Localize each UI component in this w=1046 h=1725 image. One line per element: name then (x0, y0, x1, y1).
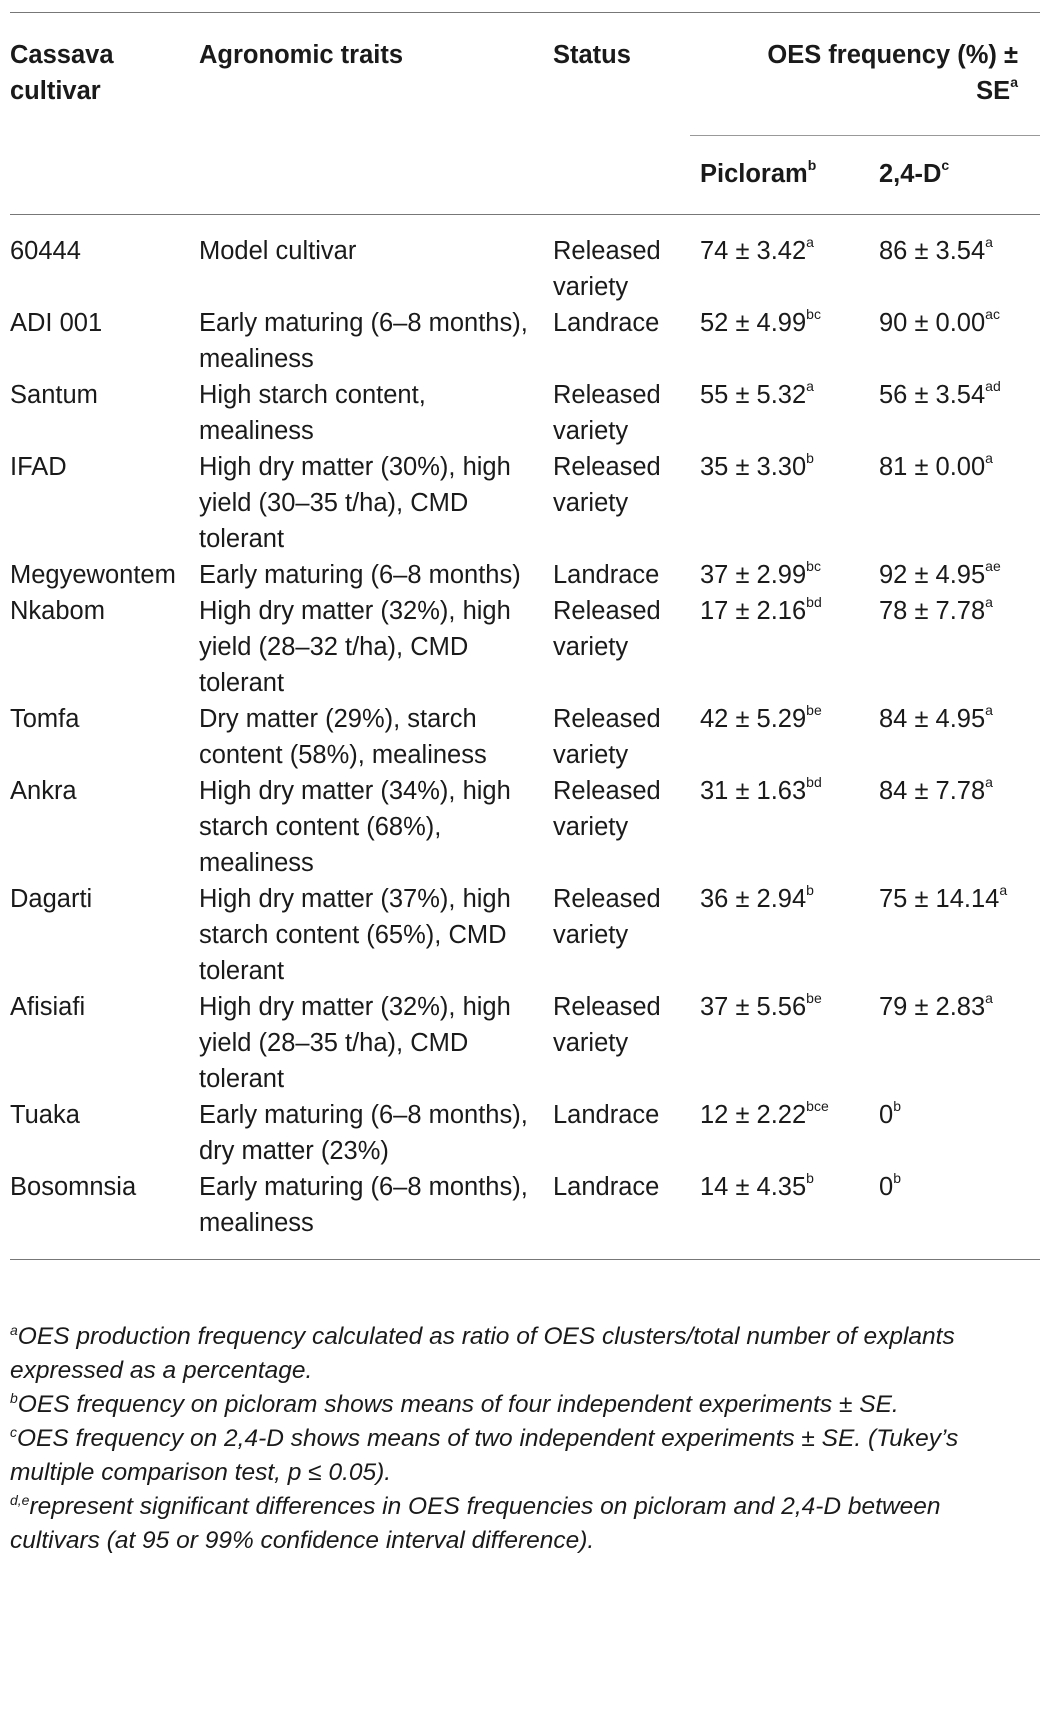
header-oes-frequency: OES frequency (%) ± $SE^a$ (690, 13, 1040, 136)
table-row (10, 989, 1040, 1097)
cell-twofourd: 79 ± 2.83$^a$ (879, 989, 993, 1021)
cell-picloram: 74 ± 3.42$^a$ (700, 233, 814, 265)
cell-twofourd: 84 ± 4.95$^a$ (879, 701, 993, 733)
cell-traits: High dry matter (32%), high yield (28–32 t/ha), CMD tolerant (199, 597, 511, 697)
cell-status: Released variety (553, 885, 661, 949)
cell-cultivar: Tomfa (10, 705, 80, 733)
cell-cultivar: Tuaka (10, 1101, 80, 1129)
cell-status: Landrace (543, 1169, 690, 1260)
cell-status: Released variety (553, 597, 661, 661)
cell-cultivar: Ankra (10, 777, 77, 805)
cell-cultivar: Bosomnsia (10, 1169, 197, 1260)
cell-status: Released variety (553, 237, 661, 301)
cell-picloram: 37 ± 2.99$^{bc}$ (700, 557, 821, 589)
table-row (10, 1169, 1040, 1260)
cell-picloram: 52 ± 4.99$^{bc}$ (700, 305, 821, 337)
cell-status: Released variety (553, 381, 661, 445)
cell-traits: High dry matter (32%), high yield (28–35 t/ha), CMD tolerant (199, 993, 511, 1093)
cell-twofourd: 81 ± 0.00$^a$ (879, 449, 993, 481)
cell-status: Released variety (553, 453, 661, 517)
cell-status: Landrace (553, 309, 660, 337)
cell-cultivar: Santum (10, 381, 98, 409)
table-subheader-row (10, 136, 1040, 215)
footnote-b: $^b$OES frequency on picloram shows means of four independent experiments ± SE. (10, 1389, 899, 1418)
table-row (10, 305, 1040, 377)
cell-twofourd: 90 ± 0.00$^{ac}$ (879, 305, 1000, 337)
cell-traits: Early maturing (6–8 months), dry matter (23%) (199, 1101, 528, 1165)
cell-status: Released variety (553, 993, 661, 1057)
table-row (10, 1097, 1040, 1169)
cell-twofourd: 0$^b$ (879, 1097, 901, 1129)
table-header-row (10, 13, 1040, 136)
cell-cultivar: 60444 (10, 237, 81, 265)
cell-traits: Model cultivar (199, 237, 357, 265)
cell-traits: High dry matter (30%), high yield (30–35 t/ha), CMD tolerant (199, 453, 511, 553)
footnote-a: $^a$OES production frequency calculated as ratio of OES clusters/total number of explants expressed as a percentage. (10, 1321, 955, 1384)
table-row (10, 593, 1040, 701)
cell-status: Released variety (553, 777, 661, 841)
cell-traits: Early maturing (6–8 months), mealiness (197, 1169, 543, 1260)
cell-picloram: 42 ± 5.29$^{be}$ (700, 701, 822, 733)
header-traits: Agronomic traits (197, 13, 543, 136)
cell-traits: High starch content, mealiness (199, 381, 426, 445)
cell-status: Landrace (553, 561, 660, 589)
cell-cultivar: Afisiafi (10, 993, 86, 1021)
cell-twofourd: 92 ± 4.95$^{ae}$ (879, 557, 1001, 589)
cell-picloram: 14 ± 4.35$^b$ (690, 1169, 854, 1260)
table-row (10, 773, 1040, 881)
footnote-de: $^{d,e}$represent significant differences in OES frequencies on picloram and 2,4-D between cultivars (at 95 or 99% confidence interval difference). (10, 1491, 941, 1554)
cell-twofourd: 75 ± 14.14$^a$ (879, 881, 1008, 913)
footnotes (10, 1320, 1030, 1558)
cell-cultivar: ADI 001 (10, 309, 103, 337)
cell-traits: High dry matter (34%), high starch content (68%), mealiness (199, 777, 511, 877)
cell-status: Landrace (553, 1101, 660, 1129)
cell-twofourd: 86 ± 3.54$^a$ (879, 233, 993, 265)
cell-picloram: 35 ± 3.30$^b$ (700, 449, 814, 481)
table-row (10, 215, 1040, 306)
cell-status: Released variety (553, 705, 661, 769)
cell-twofourd: 78 ± 7.78$^a$ (879, 593, 993, 625)
cell-traits: Early maturing (6–8 months) (199, 561, 521, 589)
cell-cultivar: Dagarti (10, 885, 93, 913)
cell-traits: Dry matter (29%), starch content (58%), mealiness (199, 705, 487, 769)
table-row (10, 377, 1040, 449)
cell-picloram: 37 ± 5.56$^{be}$ (700, 989, 822, 1021)
table-row (10, 701, 1040, 773)
table-row (10, 449, 1040, 557)
header-picloram: Picloram$^b$ (690, 136, 854, 215)
cell-cultivar: Megyewontem (10, 561, 176, 589)
footnote-c: $^c$OES frequency on 2,4-D shows means of two independent experiments ± SE. (Tukey’s multiple comparison test, p ≤ 0.05). (10, 1423, 959, 1486)
cell-cultivar: Nkabom (10, 597, 105, 625)
cell-twofourd: 56 ± 3.54$^{ad}$ (879, 377, 1001, 409)
cell-picloram: 36 ± 2.94$^b$ (700, 881, 814, 913)
cell-cultivar: IFAD (10, 453, 67, 481)
table-body (10, 215, 1040, 1260)
cell-twofourd: 84 ± 7.78$^a$ (879, 773, 993, 805)
header-twofourd: $2,4-D^c$ (854, 136, 1040, 215)
cell-traits: High dry matter (37%), high starch content (65%), CMD tolerant (199, 885, 511, 985)
oes-frequency-table (10, 12, 1040, 1260)
header-cultivar: Cassava cultivar (10, 13, 197, 136)
cell-twofourd: 0$^b$ (854, 1169, 1040, 1260)
cell-picloram: 55 ± 5.32$^a$ (700, 377, 814, 409)
header-status: Status (543, 13, 690, 136)
cell-picloram: 31 ± 1.63$^{bd}$ (700, 773, 822, 805)
table-row (10, 557, 1040, 593)
cell-traits: Early maturing (6–8 months), mealiness (199, 309, 528, 373)
table-row (10, 881, 1040, 989)
cell-picloram: 12 ± 2.22$^{bce}$ (700, 1097, 829, 1129)
cell-picloram: 17 ± 2.16$^{bd}$ (700, 593, 822, 625)
